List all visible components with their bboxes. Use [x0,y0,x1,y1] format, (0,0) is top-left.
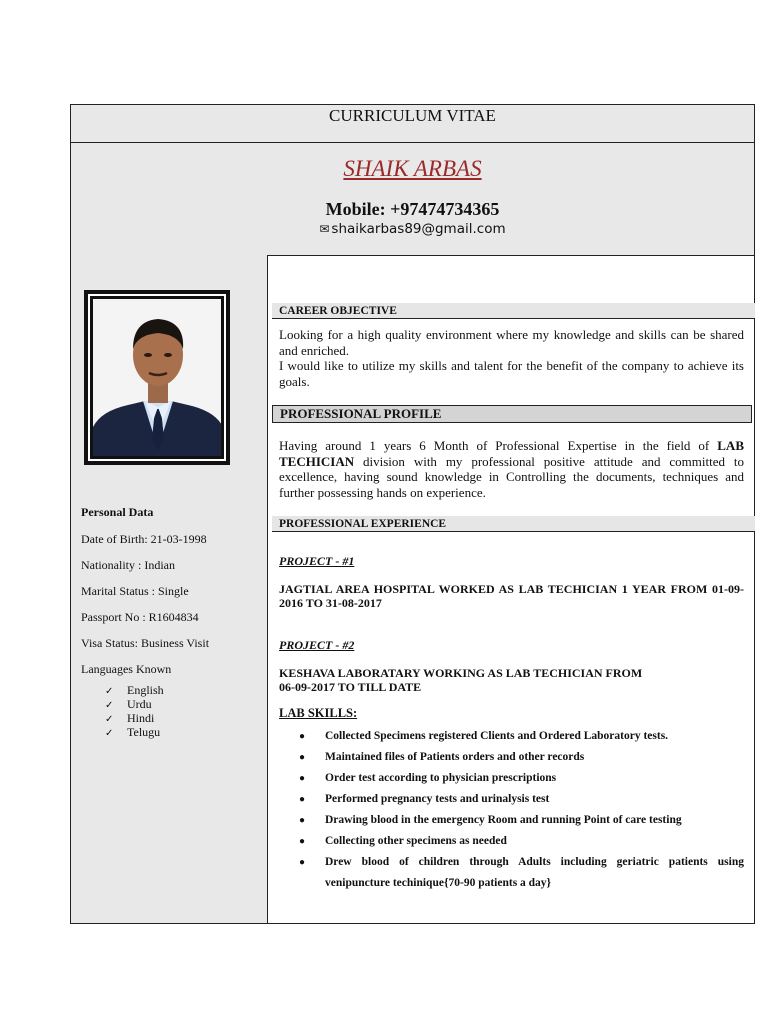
checkmark-icon: ✓ [105,728,114,739]
language-name: English [127,683,164,697]
marital-status: Marital Status : Single [81,584,189,598]
bullet-icon: ● [299,815,306,826]
email-address[interactable]: shaikarbas89@gmail.com [331,221,506,237]
project-2-line: KESHAVA LABORATARY WORKING AS LAB TECHICIAN FROM [279,666,643,680]
language-name: Telugu [127,725,161,739]
profile-text-part: division with my professional positive attitude and committed to excellence, having sound knowledge in Controlling the documents, techniques and further possessing hands on experience. [279,453,744,500]
email-line [71,221,754,237]
career-objective-line: Looking for a high quality environment where my knowledge and skills can be shared and enriched. [279,327,744,358]
skill-text: Order test according to physician prescriptions [325,772,557,784]
language-name: Hindi [127,711,155,725]
skill-text: Maintained files of Patients orders and other records [325,751,585,763]
list-item [279,831,744,852]
document-title: CURRICULUM VITAE [329,106,496,125]
list-item [279,768,744,789]
candidate-name: SHAIK ARBAS [343,156,482,181]
skill-text: Drawing blood in the emergency Room and running Point of care testing [325,814,682,826]
professional-profile-text [279,438,744,500]
profile-photo [93,299,221,456]
career-objective-line: I would like to utilize my skills and talent for the benefit of the company to achieve its goals. [279,358,744,389]
languages-list [81,684,261,740]
skill-text: Drew blood of children through Adults including geriatric patients using venipuncture techinique{70-90 patients a day} [325,856,744,889]
list-item [279,852,744,894]
lab-skills-list [279,726,744,894]
title-band [71,105,754,143]
list-item [279,726,744,747]
bullet-icon: ● [299,752,306,763]
project-2-label: PROJECT - #2 [279,638,355,652]
checkmark-icon: ✓ [105,686,114,697]
languages-label: Languages Known [81,662,172,676]
checkmark-icon: ✓ [105,714,114,725]
project-1-description: JAGTIAL AREA HOSPITAL WORKED AS LAB TECHICIAN 1 YEAR FROM 01-09-2016 TO 31-08-2017 [279,582,744,610]
project-2-line: 06-09-2017 TO TILL DATE [279,680,422,694]
date-of-birth: Date of Birth: 21-03-1998 [81,532,207,546]
mobile-number: Mobile: +97474734365 [325,199,500,219]
list-item [279,810,744,831]
profile-photo-border [88,294,226,461]
skill-text: Performed pregnancy tests and urinalysis test [325,793,550,805]
bullet-icon: ● [299,731,306,742]
nationality: Nationality : Indian [81,558,175,572]
list-item [105,684,261,698]
checkmark-icon: ✓ [105,700,114,711]
person-silhouette-icon [93,299,221,456]
bullet-icon: ● [299,773,306,784]
project-1-label: PROJECT - #1 [279,554,355,568]
professional-profile-heading: PROFESSIONAL PROFILE [272,405,752,423]
language-name: Urdu [127,697,152,711]
list-item [105,726,261,740]
profile-text-part: Having around 1 years 6 Month of Professional Expertise in the field of [279,438,718,453]
bullet-icon: ● [299,836,306,847]
professional-experience-heading: PROFESSIONAL EXPERIENCE [272,516,755,532]
bullet-icon: ● [299,857,306,868]
personal-data [81,505,261,740]
passport-number: Passport No : R1604834 [81,610,199,624]
skill-text: Collected Specimens registered Clients and Ordered Laboratory tests. [325,730,669,742]
project-2-description [279,666,744,694]
list-item [105,698,261,712]
lab-skills-heading: LAB SKILLS: [279,706,358,720]
skill-text: Collecting other specimens as needed [325,835,507,847]
header-band [71,143,754,255]
personal-data-heading: Personal Data [81,505,154,519]
left-column [71,255,267,923]
right-column [267,255,754,923]
career-objective-text [279,327,744,389]
list-item [279,789,744,810]
cv-page [70,104,755,924]
list-item [105,712,261,726]
career-objective-heading: CAREER OBJECTIVE [272,303,755,319]
list-item [279,747,744,768]
visa-status: Visa Status: Business Visit [81,636,210,650]
profile-text-bold: LAB TECHICIAN [279,438,744,469]
bullet-icon: ● [299,794,306,805]
profile-photo-frame [84,290,230,465]
envelope-icon: ✉ [319,222,330,236]
